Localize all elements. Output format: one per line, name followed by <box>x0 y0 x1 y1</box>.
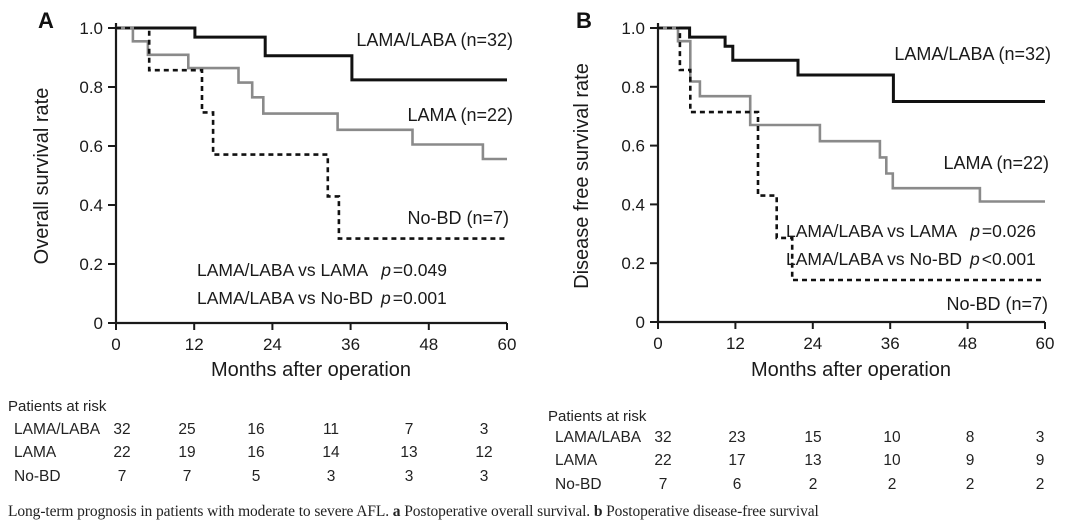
curve-label-no-bd: No-BD (n=7) <box>946 294 1048 314</box>
risk-count: 9 <box>965 452 975 469</box>
p-symbol: p <box>381 260 391 280</box>
x-tick-label: 60 <box>1035 334 1055 353</box>
x-tick-label: 0 <box>653 334 663 353</box>
risk-count: 2 <box>887 476 897 493</box>
panel-b-y-axis-title: Disease free survival rate <box>571 63 593 289</box>
comparison-label: LAMA/LABA vs No-BD <box>197 288 374 308</box>
p-symbol: p <box>970 221 980 241</box>
panel-b-letter: B <box>576 8 592 33</box>
risk-count: 5 <box>251 468 261 485</box>
risk-count: 10 <box>883 452 901 469</box>
p-value: <0.001 <box>981 249 1036 269</box>
y-tick-label: 0.6 <box>79 137 103 156</box>
risk-count: 13 <box>804 452 822 469</box>
p-value: =0.049 <box>392 260 447 280</box>
y-tick-label: 0 <box>93 314 103 333</box>
risk-count: 16 <box>247 421 265 438</box>
risk-count: 25 <box>178 421 196 438</box>
risk-count: 32 <box>654 429 672 446</box>
y-tick-label: 0.8 <box>621 77 645 97</box>
risk-count: 3 <box>326 468 336 485</box>
caption-panel-a-ref: a <box>392 503 401 520</box>
y-tick-label: 0 <box>635 313 645 332</box>
risk-count: 17 <box>728 452 746 469</box>
panel-b-at-risk-table <box>540 408 1080 508</box>
p-value-line-1 <box>197 260 447 280</box>
y-tick-label: 0.4 <box>621 195 645 215</box>
risk-group-label: LAMA/LABA <box>555 429 642 446</box>
risk-count: 10 <box>883 429 901 446</box>
comparison-label: LAMA/LABA vs No-BD <box>786 249 963 269</box>
x-tick-label: 36 <box>880 334 900 353</box>
p-value-line-1 <box>786 221 1036 241</box>
risk-count: 3 <box>1035 429 1045 446</box>
risk-group-label: No-BD <box>14 468 61 485</box>
x-tick-label: 12 <box>184 335 204 354</box>
y-tick-label: 0.4 <box>79 196 103 215</box>
risk-count: 19 <box>178 444 196 461</box>
risk-count: 16 <box>247 444 265 461</box>
risk-group-label: LAMA <box>555 452 598 469</box>
risk-count: 7 <box>117 468 127 485</box>
x-tick-label: 48 <box>958 334 978 353</box>
panel-a-at-risk-table <box>0 398 540 498</box>
km-curve-lama-laba <box>658 28 1045 102</box>
curve-label-no-bd: No-BD (n=7) <box>407 208 509 228</box>
curve-label-lama: LAMA (n=22) <box>943 153 1049 173</box>
x-tick-label: 12 <box>725 334 745 353</box>
comparison-label: LAMA/LABA vs LAMA <box>786 221 958 241</box>
p-value: =0.001 <box>392 288 447 308</box>
x-tick-label: 24 <box>803 334 823 353</box>
curve-label-lama-laba: LAMA/LABA (n=32) <box>894 44 1051 64</box>
risk-count: 6 <box>732 476 742 493</box>
risk-group-label: LAMA/LABA <box>14 421 101 438</box>
risk-count: 32 <box>113 421 131 438</box>
risk-group-label: LAMA <box>14 444 57 461</box>
risk-count: 8 <box>965 429 975 446</box>
caption-text: Postoperative overall survival. <box>400 503 594 520</box>
p-value: =0.026 <box>981 221 1036 241</box>
risk-count: 11 <box>322 421 340 438</box>
x-tick-label: 36 <box>341 335 361 354</box>
caption-panel-b-ref: b <box>593 503 603 520</box>
p-value-line-2 <box>786 249 1036 269</box>
p-symbol: p <box>381 288 391 308</box>
x-tick-label: 48 <box>419 335 439 354</box>
risk-count: 7 <box>404 421 414 438</box>
panel-b-x-axis-title: Months after operation <box>750 359 952 381</box>
caption-text: Postoperative disease-free survival <box>602 503 819 520</box>
y-tick-label: 0.6 <box>621 136 645 156</box>
risk-count: 9 <box>1035 452 1045 469</box>
at-risk-title: Patients at risk <box>8 398 107 415</box>
p-symbol: p <box>970 249 980 269</box>
curve-label-lama-laba: LAMA/LABA (n=32) <box>356 30 513 50</box>
panel-a-letter: A <box>38 8 54 33</box>
risk-count: 12 <box>475 444 493 461</box>
panel-a-y-axis-title: Overall survival rate <box>31 87 53 265</box>
y-tick-label: 0.2 <box>79 255 103 274</box>
x-tick-label: 60 <box>497 335 517 354</box>
risk-count: 3 <box>479 421 489 438</box>
panel-a-x-axis-title: Months after operation <box>210 359 412 381</box>
y-tick-label: 1.0 <box>621 19 645 38</box>
risk-count: 7 <box>658 476 668 493</box>
risk-count: 2 <box>1035 476 1045 493</box>
risk-count: 2 <box>965 476 975 493</box>
risk-count: 22 <box>654 452 672 469</box>
panel-b-plot <box>540 0 1080 396</box>
risk-count: 3 <box>404 468 414 485</box>
risk-count: 2 <box>808 476 818 493</box>
risk-count: 22 <box>113 444 131 461</box>
curve-layer <box>116 28 507 239</box>
risk-count: 7 <box>182 468 192 485</box>
caption-text: Long-term prognosis in patients with moderate to severe AFL. <box>8 503 393 520</box>
curve-label-lama: LAMA (n=22) <box>407 105 513 125</box>
risk-count: 23 <box>728 429 746 446</box>
risk-count: 3 <box>479 468 489 485</box>
km-curve-no-bd <box>116 28 507 239</box>
risk-count: 14 <box>322 444 340 461</box>
risk-group-label: No-BD <box>555 476 602 493</box>
risk-count: 15 <box>804 429 822 446</box>
p-value-line-2 <box>197 288 447 308</box>
panel-a-plot <box>0 0 540 396</box>
x-tick-label: 0 <box>111 335 121 354</box>
comparison-label: LAMA/LABA vs LAMA <box>197 260 369 280</box>
y-tick-label: 0.2 <box>621 254 645 274</box>
figure-caption <box>8 503 1068 521</box>
y-tick-label: 1.0 <box>79 19 103 38</box>
at-risk-title: Patients at risk <box>548 408 647 425</box>
y-tick-label: 0.8 <box>79 78 103 97</box>
risk-count: 13 <box>400 444 418 461</box>
x-tick-label: 24 <box>262 335 282 354</box>
